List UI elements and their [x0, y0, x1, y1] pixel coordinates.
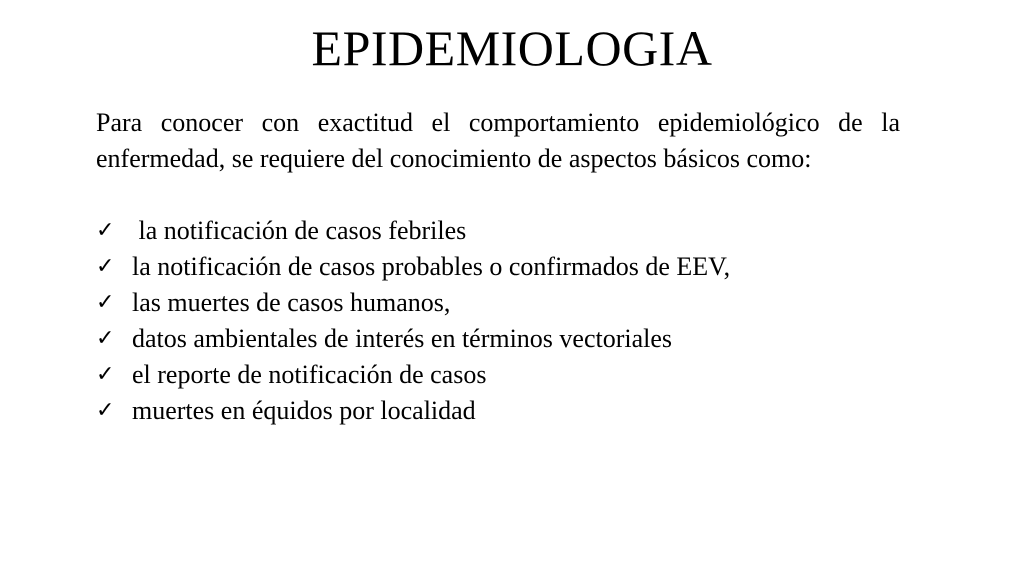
list-item-text: las muertes de casos humanos,	[132, 288, 451, 317]
checkmark-icon: ✓	[96, 398, 115, 423]
intro-paragraph: Para conocer con exactitud el comportamiento epidemiológico de la enfermedad, se requiere del conocimiento de aspectos básicos como:	[96, 108, 900, 173]
slide-title: EPIDEMIOLOGIA	[311, 20, 713, 76]
list-item-text: la notificación de casos probables o confirmados de EEV,	[132, 252, 731, 281]
checkmark-icon: ✓	[96, 254, 115, 279]
list-item	[96, 321, 916, 357]
list-item-text: muertes en équidos por localidad	[132, 396, 476, 425]
list-item	[96, 357, 916, 393]
checkmark-icon: ✓	[96, 362, 115, 387]
list-item-text: datos ambientales de interés en términos vectoriales	[132, 324, 673, 353]
list-item	[96, 213, 916, 249]
list-item	[96, 393, 916, 429]
checkmark-icon: ✓	[96, 290, 115, 315]
checkmark-icon: ✓	[96, 218, 115, 243]
checklist	[96, 213, 916, 429]
checkmark-icon: ✓	[96, 326, 115, 351]
list-item-text: la notificación de casos febriles	[132, 216, 467, 245]
list-item	[96, 249, 916, 285]
list-item-text: el reporte de notificación de casos	[132, 360, 487, 389]
list-item	[96, 285, 916, 321]
